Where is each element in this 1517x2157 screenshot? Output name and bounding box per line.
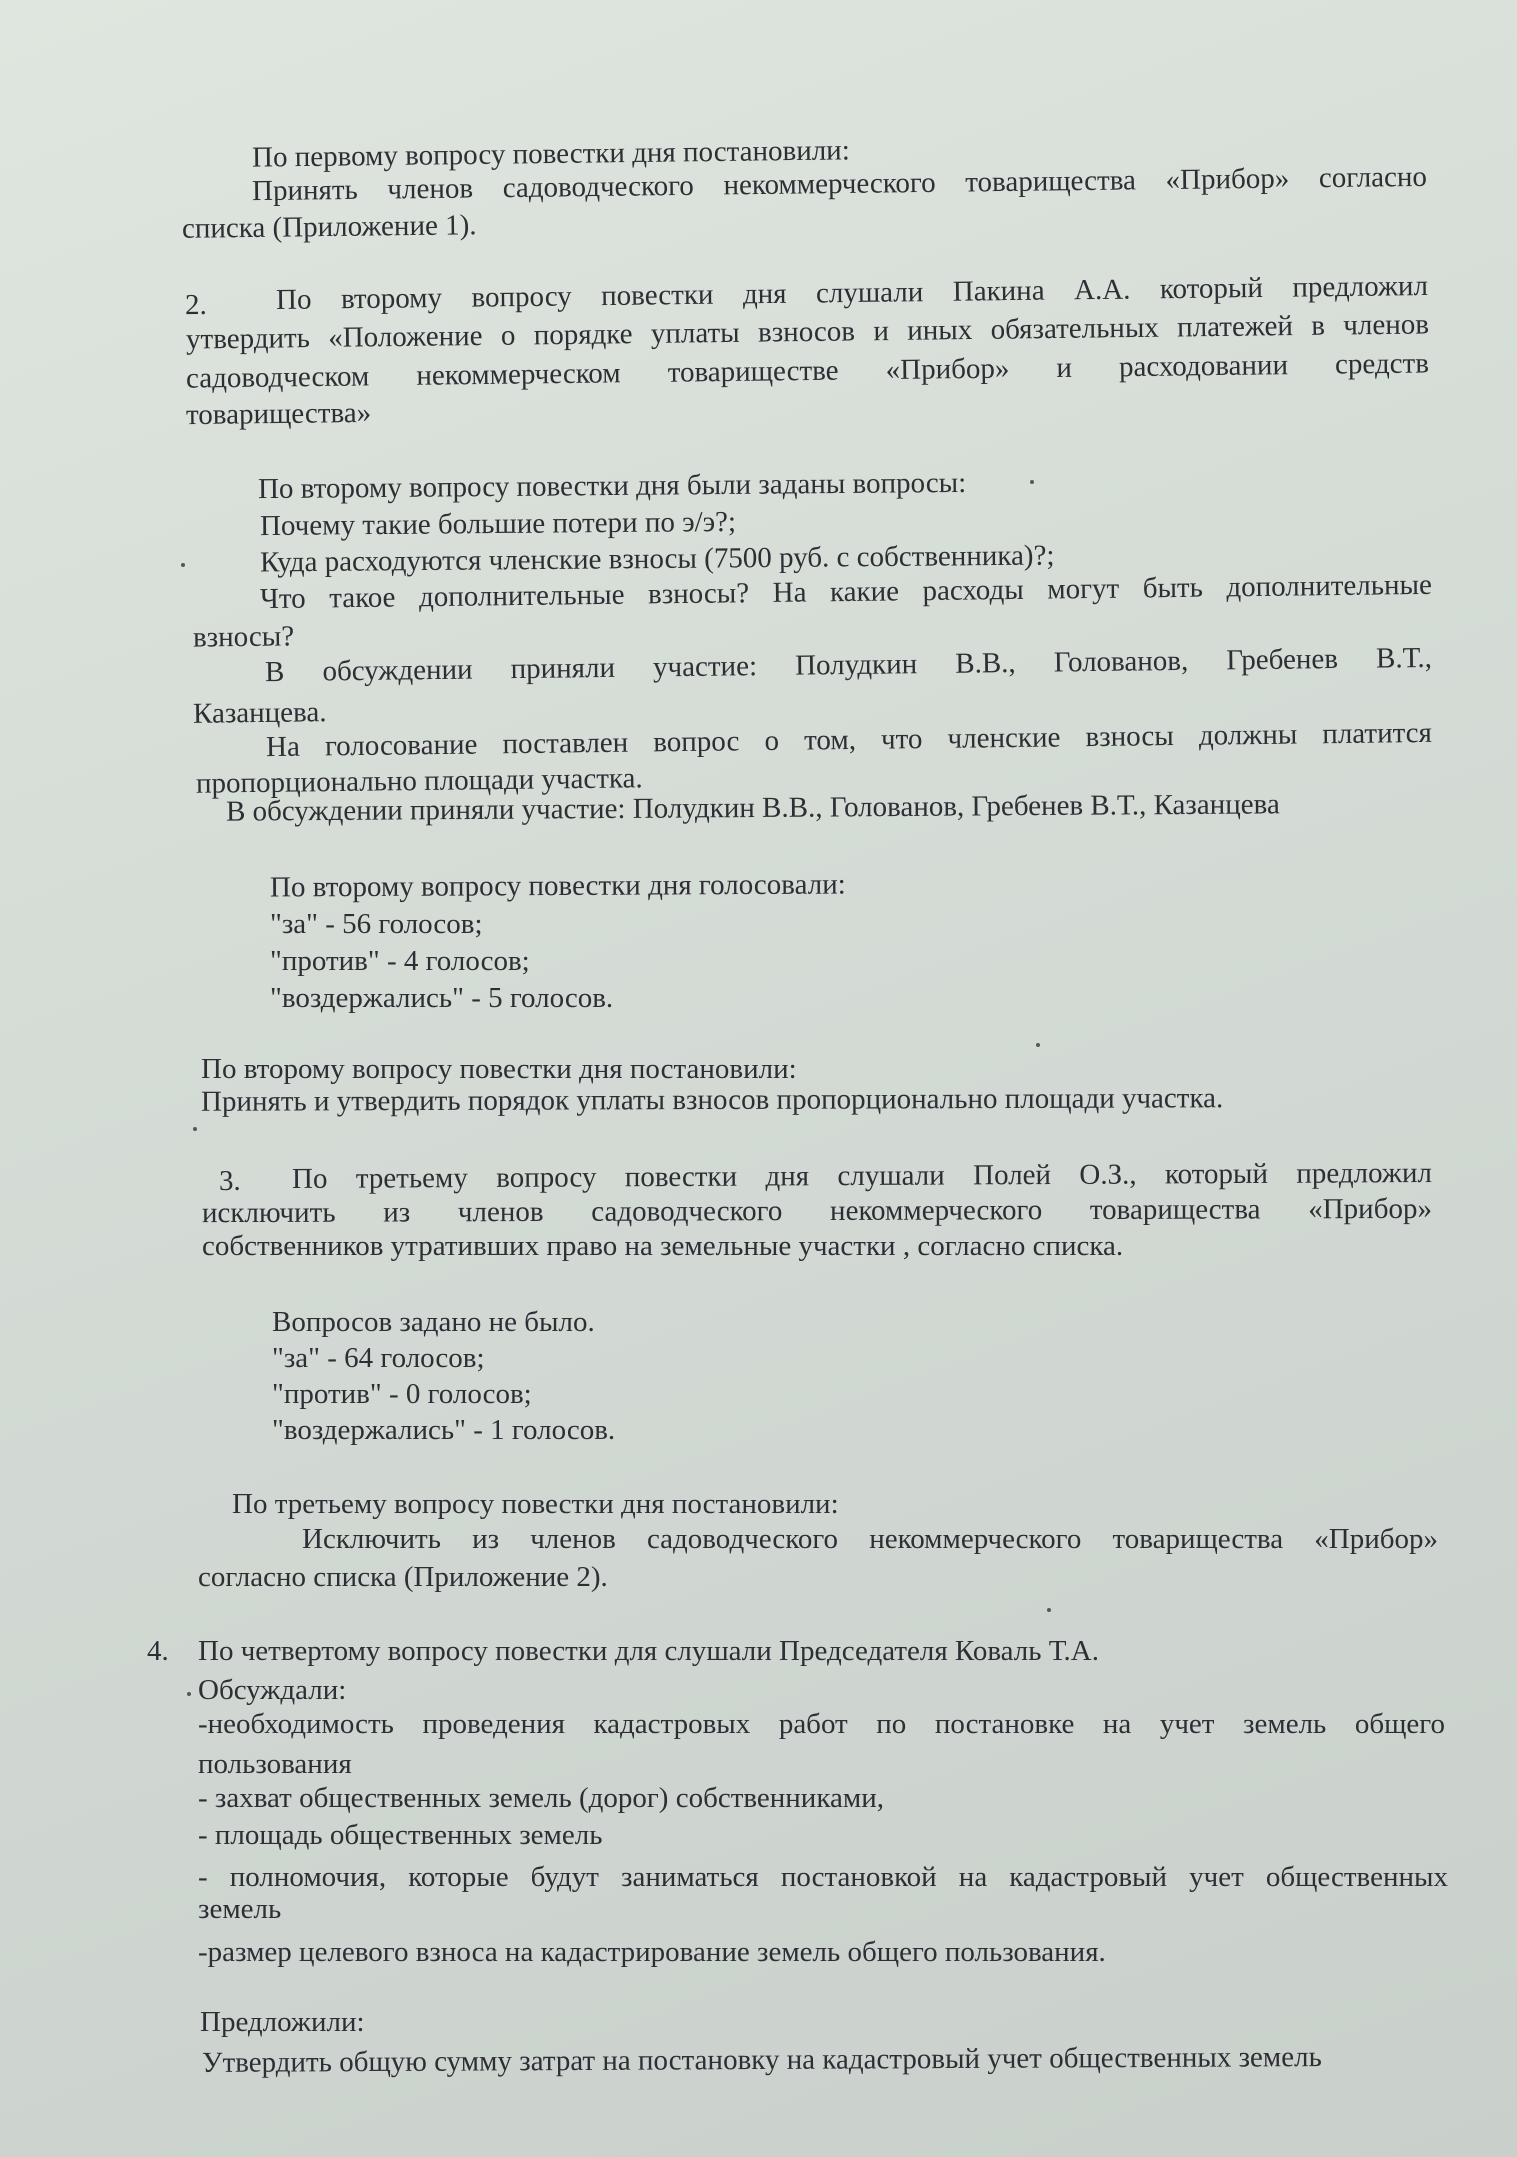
- word: «Положение: [328, 319, 483, 354]
- word: О.З.,: [1079, 1158, 1137, 1191]
- q2-decided-heading: По второму вопросу повестки дня постановили:: [201, 1053, 797, 1085]
- word: слушали: [837, 1159, 945, 1193]
- word: какие: [829, 575, 900, 609]
- word: товариществе: [667, 354, 839, 389]
- word: По: [275, 283, 312, 317]
- word: поставлен: [502, 726, 629, 761]
- word: земель: [1243, 1708, 1327, 1740]
- word: должны: [1198, 718, 1298, 752]
- word: На: [265, 730, 301, 764]
- word: из: [472, 1523, 500, 1555]
- word: некоммерческом: [416, 357, 621, 392]
- word: заниматься: [621, 1861, 759, 1893]
- q1-decision-line2: списка (Приложение 1).: [181, 209, 477, 245]
- speck: [193, 1127, 197, 1131]
- word: «Прибор»: [1165, 162, 1290, 197]
- word: взносы?: [647, 577, 750, 611]
- word: В.В.,: [955, 646, 1016, 680]
- word: такое: [329, 581, 396, 615]
- word: взносы: [1085, 720, 1174, 754]
- q4-item1-line1: [198, 1707, 1445, 1741]
- speck: [181, 563, 185, 567]
- word: дня: [765, 1160, 810, 1193]
- word: товарищества: [1089, 1193, 1261, 1227]
- word: садоводческого: [646, 1523, 839, 1555]
- word: общего: [1354, 1708, 1445, 1740]
- q3-vote-for: "за" - 64 голосов;: [272, 1342, 485, 1374]
- word: некоммерческого: [723, 166, 936, 202]
- word: Принять: [251, 173, 358, 208]
- q2-question1: Почему такие большие потери по э/э?;: [259, 505, 737, 543]
- speck: [1036, 1043, 1040, 1047]
- word: предложил: [1292, 269, 1429, 304]
- q4-item2: - захват общественных земель (дорог) собственниками,: [198, 1782, 884, 1814]
- word: по: [876, 1708, 907, 1740]
- word: А.А.: [1073, 273, 1131, 307]
- word: платежей: [1176, 310, 1294, 344]
- word: участие:: [652, 650, 758, 684]
- word: третьему: [355, 1162, 468, 1195]
- q1-decided-heading: По первому вопросу повестки дня постановили:: [251, 134, 850, 174]
- word: обсуждении: [322, 653, 473, 688]
- word: постановке: [934, 1708, 1075, 1740]
- word: в: [1311, 309, 1326, 342]
- word: членов: [457, 1195, 544, 1229]
- q3-decision-line2: согласно списка (Приложение 2).: [198, 1561, 608, 1593]
- q2-decision: Принять и утвердить порядок уплаты взносов пропорционально площади участка.: [200, 1082, 1224, 1118]
- word: некоммерческого: [829, 1194, 1043, 1227]
- word: кадастровых: [593, 1708, 751, 1740]
- word: членов: [530, 1523, 616, 1555]
- q2-heard-line4: товарищества»: [185, 396, 372, 432]
- q3-heard-line3: собственников утративших право на земельные участки , согласно списка.: [202, 1230, 1124, 1262]
- word: «Прибор»: [885, 352, 1010, 387]
- q2-vote-put-line2: пропорционально площади участка.: [195, 762, 643, 800]
- word: исключить: [201, 1196, 336, 1230]
- word: и: [873, 315, 890, 348]
- word: уплаты: [650, 316, 740, 350]
- word: товарищества: [965, 164, 1137, 199]
- word: иных: [907, 313, 973, 347]
- q3-number: 3.: [219, 1165, 241, 1197]
- word: -необходимость: [198, 1708, 394, 1740]
- word: садоводческого: [591, 1195, 783, 1228]
- q2-discussion1-line1: [265, 641, 1432, 689]
- q2-question2: Куда расходуются членские взносы (7500 руб. с собственника)?;: [259, 539, 1055, 579]
- word: садоводческом: [185, 360, 370, 395]
- q2-vote-put-line1: [266, 716, 1432, 764]
- word: На: [772, 576, 807, 609]
- word: голосование: [324, 728, 478, 763]
- word: платится: [1322, 716, 1433, 751]
- word: порядке: [533, 318, 633, 352]
- word: членские: [947, 721, 1061, 755]
- word: учет: [1159, 1708, 1215, 1740]
- word: кадастровый: [1009, 1861, 1168, 1893]
- word: слушали: [815, 276, 924, 310]
- word: на: [958, 1861, 988, 1893]
- word: дополнительные: [1226, 568, 1433, 604]
- q2-vote-for: "за" - 56 голосов;: [270, 908, 483, 940]
- q2-question3-line2: взносы?: [192, 620, 295, 654]
- word: дня: [742, 277, 787, 311]
- word: приняли: [510, 651, 616, 686]
- word: на: [1102, 1708, 1132, 1740]
- word: вопрос: [653, 725, 740, 759]
- word: В.Т.,: [1375, 641, 1433, 675]
- word: могут: [1047, 572, 1120, 606]
- word: Полудкин: [794, 648, 918, 682]
- word: Полей: [973, 1159, 1052, 1192]
- q3-vote-against: "против" - 0 голосов;: [272, 1378, 532, 1410]
- word: -: [198, 1861, 208, 1893]
- word: о: [764, 724, 780, 758]
- q4-discussed-heading: Обсуждали:: [198, 1674, 347, 1706]
- word: членов: [1343, 308, 1430, 342]
- word: Пакина: [952, 274, 1045, 308]
- word: что: [880, 723, 923, 756]
- q2-discussion2: В обсуждении приняли участие: Полудкин В.В., Голованов, Гребенев В.Т., Казанцева: [225, 788, 1280, 828]
- word: утвердить: [185, 322, 311, 356]
- word: будут: [530, 1861, 599, 1893]
- word: и: [1056, 351, 1073, 384]
- word: Что: [259, 582, 306, 616]
- word: средств: [1334, 347, 1430, 381]
- q4-proposal-line1: Утвердить общую сумму затрат на постановку на кадастровый учет общественных земель: [201, 2041, 1322, 2079]
- word: общественных: [1265, 1861, 1448, 1893]
- q4-item5: -размер целевого взноса на кадастрирование земель общего пользования.: [198, 1936, 1106, 1968]
- word: учет: [1189, 1861, 1244, 1893]
- word: членов: [387, 172, 474, 206]
- q4-item3: - площадь общественных земель: [198, 1819, 603, 1851]
- word: полномочия,: [229, 1861, 387, 1893]
- q2-questions-heading: По второму вопросу повестки дня были заданы вопросы:: [257, 466, 967, 506]
- word: Исключить: [302, 1523, 441, 1555]
- word: из: [383, 1196, 411, 1229]
- word: о: [500, 319, 516, 352]
- q3-decision-line1: [302, 1522, 1438, 1556]
- q4-item4-line2: земель: [198, 1893, 282, 1925]
- word: второму: [340, 282, 443, 316]
- word: согласно: [1318, 160, 1428, 195]
- word: предложил: [1296, 1157, 1432, 1190]
- q2-vote-against: "против" - 4 голосов;: [270, 945, 530, 977]
- word: садоводческого: [502, 169, 695, 205]
- q2-number: 2.: [184, 288, 207, 322]
- speck: [187, 1692, 191, 1696]
- word: постановкой: [780, 1861, 937, 1893]
- word: вопросу: [496, 1161, 597, 1194]
- word: расходовании: [1118, 349, 1289, 384]
- word: который: [1164, 1157, 1269, 1191]
- word: «Прибор»: [1314, 1523, 1438, 1555]
- q3-decided-heading: По третьему вопросу повестки дня постановили:: [232, 1488, 839, 1520]
- word: быть: [1142, 571, 1204, 605]
- word: некоммерческого: [869, 1523, 1082, 1555]
- q4-number: 4.: [147, 1635, 169, 1667]
- q4-proposed-heading: Предложили:: [200, 2006, 365, 2038]
- q3-vote-abstain: "воздержались" - 1 голосов.: [272, 1414, 616, 1446]
- speck: [1047, 1608, 1051, 1612]
- word: В: [264, 655, 285, 689]
- word: товарищества: [1112, 1523, 1284, 1555]
- word: которые: [408, 1861, 509, 1893]
- word: Голованов,: [1053, 644, 1189, 679]
- word: который: [1159, 271, 1264, 306]
- word: том,: [803, 723, 857, 757]
- word: расходы: [922, 573, 1024, 608]
- word: вопросу: [471, 280, 572, 314]
- word: Гребенев: [1226, 643, 1339, 677]
- q2-discussion1-line2: Казанцева.: [192, 696, 327, 730]
- q2-voted-heading: По второму вопросу повестки дня голосовали:: [269, 868, 846, 904]
- word: «Прибор»: [1308, 1192, 1432, 1226]
- word: повестки: [624, 1160, 738, 1194]
- q3-heard-line2: [202, 1192, 1432, 1230]
- q4-item1-line2: пользования: [198, 1748, 352, 1780]
- q3-heard-line1: [292, 1156, 1432, 1196]
- word: взносов: [757, 315, 856, 349]
- q4-item4-line1: [198, 1860, 1448, 1894]
- word: обязательных: [990, 311, 1160, 346]
- word: повестки: [600, 278, 714, 313]
- q4-heard: По четвертому вопросу повестки для слушали Председателя Коваль Т.А.: [198, 1635, 1099, 1667]
- word: дополнительные: [418, 578, 625, 614]
- word: работ: [778, 1708, 848, 1740]
- speck: [1030, 480, 1034, 484]
- word: По: [291, 1162, 328, 1195]
- q3-no-questions: Вопросов задано не было.: [272, 1306, 595, 1338]
- word: проведения: [422, 1708, 565, 1740]
- q2-vote-abstain: "воздержались" - 5 голосов.: [270, 982, 614, 1014]
